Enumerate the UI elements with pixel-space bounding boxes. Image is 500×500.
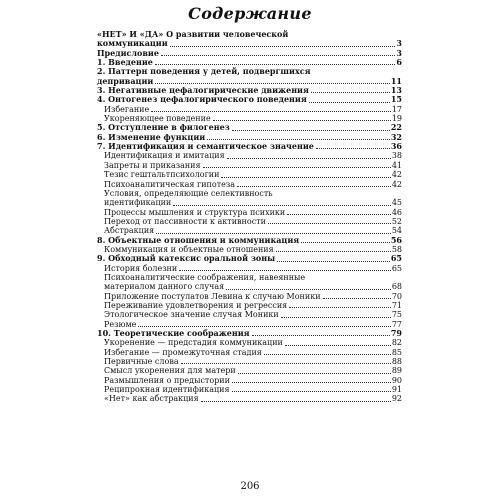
dot-leader [285, 345, 391, 346]
dot-leader [309, 102, 390, 103]
toc-entry[interactable] [97, 142, 402, 151]
dot-leader [173, 205, 391, 206]
toc-entry-page: 52 [391, 216, 402, 226]
toc-entry[interactable] [97, 273, 402, 292]
toc-entry[interactable] [97, 105, 402, 114]
toc-entry[interactable] [97, 236, 402, 245]
toc-entry[interactable] [97, 30, 402, 49]
toc-entry-page: 68 [391, 282, 402, 292]
toc-entry-page: 46 [391, 207, 402, 217]
toc-entry-page: 22 [390, 122, 402, 133]
dot-leader [138, 326, 390, 327]
toc-entry-title-line: 9. Обходный катексис оральной зоны [97, 253, 276, 264]
toc-entry-title-line: Условия, определяющие селективность [104, 188, 273, 198]
toc-entry-page: 32 [390, 131, 402, 142]
dot-leader [289, 307, 391, 308]
toc-entry-page: 70 [391, 291, 402, 301]
toc-entry-title-line: Психоаналитическая гипотеза [104, 179, 235, 189]
toc-entry-title-line: 1. Введение [97, 57, 153, 68]
toc-entry[interactable] [97, 385, 402, 394]
dot-leader [226, 289, 391, 290]
toc-entry-title-line: материалом данного случая [104, 282, 225, 292]
toc-entry-title-line: 3. Негативные цефалогирические движения [97, 85, 309, 96]
toc-entry-page: 42 [391, 170, 402, 180]
toc-entry-title-line: Укоренение — предстадия коммуникации [104, 338, 283, 348]
toc-entry-title-line: 10. Теоретические соображения [97, 328, 250, 338]
toc-entry-page: 15 [390, 94, 402, 105]
dot-leader [161, 55, 395, 56]
dot-leader [276, 251, 391, 252]
dot-leader [287, 214, 391, 215]
toc-entry-page: 71 [391, 300, 402, 310]
dot-leader [232, 382, 391, 383]
toc-entry-title-line: 6. Изменение функции [97, 131, 206, 142]
toc-entry-page: 19 [391, 114, 402, 124]
toc-entry[interactable] [97, 357, 402, 366]
toc-entry-title-line: 8. Объектные отношения и коммуникация [97, 234, 300, 245]
dot-leader [237, 186, 391, 187]
toc-entry-title-line: Первичные слова [104, 357, 179, 367]
toc-entry-page: 3 [396, 47, 402, 58]
toc-entry-title-line: Коммуникация и объектные отношения [104, 244, 274, 254]
dot-leader [156, 233, 391, 234]
toc-entry[interactable] [97, 170, 402, 179]
toc-entry-title-line: История болезни [104, 263, 178, 273]
table-of-contents [97, 30, 402, 404]
dot-leader [151, 111, 391, 112]
dot-leader [281, 317, 391, 318]
toc-entry-page: 6 [396, 57, 402, 68]
toc-entry-page: 85 [391, 347, 402, 357]
toc-entry[interactable] [97, 95, 402, 104]
toc-entry[interactable] [97, 394, 402, 403]
toc-entry-title-line: Резюме [104, 319, 137, 329]
toc-entry-title-line: Размышления о предыстории [104, 375, 230, 385]
toc-entry-title-line: Абстракция [104, 226, 155, 236]
dot-leader [155, 83, 390, 84]
toc-entry[interactable] [97, 151, 402, 160]
toc-entry-page: 90 [391, 375, 402, 385]
toc-entry-page: 58 [391, 244, 402, 254]
toc-entry-page: 17 [391, 104, 402, 114]
dot-leader [264, 354, 391, 355]
toc-entry-title-line: Избегание — промежуточная стадия [104, 347, 262, 357]
page-number: 206 [240, 481, 260, 492]
toc-entry-page: 56 [390, 234, 402, 245]
toc-entry[interactable] [97, 301, 402, 310]
toc-entry[interactable] [97, 264, 402, 273]
toc-entry[interactable] [97, 348, 402, 357]
toc-entry-title-line: Укореняющее поведение [104, 114, 211, 124]
toc-entry[interactable] [97, 376, 402, 385]
toc-entry-title-line: Этологическое значение случая Моники [104, 310, 279, 320]
toc-entry-page: 54 [391, 226, 402, 236]
toc-entry-page: 77 [391, 319, 402, 329]
toc-entry-title-line: идентификации [104, 198, 172, 208]
toc-entry-title-line: Психоаналитические соображения, навеянные [104, 272, 306, 282]
toc-entry-page: 79 [390, 328, 402, 338]
toc-entry[interactable] [97, 217, 402, 226]
toc-entry-page: 65 [391, 263, 402, 273]
dot-leader [311, 92, 390, 93]
toc-entry-page: 38 [391, 151, 402, 161]
dot-leader [207, 139, 390, 140]
dot-leader [221, 177, 390, 178]
toc-entry-title-line: Тезис гештальтпсихологии [104, 170, 220, 180]
toc-entry-page: 41 [391, 160, 402, 170]
toc-entry-page: 82 [391, 338, 402, 348]
toc-entry[interactable] [97, 338, 402, 347]
toc-entry-page: 91 [391, 385, 402, 395]
dot-leader [213, 120, 391, 121]
dot-leader [227, 158, 391, 159]
dot-leader [277, 261, 390, 262]
dot-leader [155, 64, 396, 65]
dot-leader [238, 373, 391, 374]
toc-entry-page: 92 [391, 394, 402, 404]
toc-entry-title-line: Реципрокная идентификация [104, 385, 230, 395]
toc-entry[interactable] [97, 254, 402, 263]
toc-entry-title-line: коммуникации [97, 38, 168, 49]
toc-entry-title-line: 5. Отступление в филогенез [97, 122, 230, 133]
dot-leader [203, 167, 391, 168]
toc-entry-page: 13 [390, 85, 402, 96]
toc-entry-page: 75 [391, 310, 402, 320]
toc-entry-page: 45 [391, 198, 402, 208]
toc-entry[interactable] [97, 208, 402, 217]
dot-leader [252, 335, 390, 336]
toc-entry-page: 65 [390, 253, 402, 264]
toc-entry-page: 11 [390, 75, 402, 86]
toc-entry[interactable] [97, 310, 402, 319]
toc-entry-title-line: Приложение постулатов Левина к случаю Моники [104, 291, 321, 301]
toc-entry[interactable] [97, 161, 402, 170]
toc-entry-title-line: Избегание [104, 104, 150, 114]
toc-entry-title-line: 2. Паттерн поведения у детей, подвергшихся [97, 66, 311, 77]
toc-entry-title-line: Идентификация и имитация [104, 151, 225, 161]
toc-entry-page: 42 [391, 179, 402, 189]
toc-entry-title-line: депривации [97, 75, 154, 86]
dot-leader [201, 401, 391, 402]
dot-leader [268, 223, 391, 224]
dot-leader [170, 46, 396, 47]
dot-leader [316, 148, 390, 149]
dot-leader [301, 242, 390, 243]
page-title: Содержание [188, 4, 312, 23]
toc-entry-page: 36 [390, 141, 402, 152]
dot-leader [179, 270, 391, 271]
toc-entry-title-line: «Нет» как абстракция [104, 394, 199, 404]
toc-entry-title-line: 7. Идентификация и семантическое значение [97, 141, 314, 152]
toc-entry-title-line: Запреты и приказания [104, 160, 201, 170]
toc-entry[interactable] [97, 292, 402, 301]
dot-leader [323, 298, 391, 299]
dot-leader [232, 391, 391, 392]
toc-entry-title-line: Предисловие [97, 47, 159, 58]
toc-entry-title-line: Смысл укоренения для матери [104, 366, 236, 376]
toc-entry-page: 88 [391, 357, 402, 367]
toc-entry-title-line: Процессы мышления и структура психики [104, 207, 286, 217]
toc-entry-page: 89 [391, 366, 402, 376]
toc-entry[interactable] [97, 329, 402, 338]
toc-entry[interactable] [97, 67, 402, 86]
toc-entry-title-line: Переживание удовлетворения и регрессия [104, 300, 288, 310]
toc-entry-title-line: «НЕТ» И «ДА» О развитии человеческой [97, 29, 289, 39]
toc-entry[interactable] [97, 180, 402, 189]
toc-entry-title-line: 4. Онтогенез цефалогирического поведения [97, 94, 307, 105]
toc-entry-page: 3 [396, 38, 402, 49]
dot-leader [232, 130, 390, 131]
toc-entry-title-line: Переход от пассивности к активности [104, 216, 266, 226]
dot-leader [181, 363, 391, 364]
toc-entry[interactable] [97, 366, 402, 375]
toc-entry[interactable] [97, 189, 402, 208]
